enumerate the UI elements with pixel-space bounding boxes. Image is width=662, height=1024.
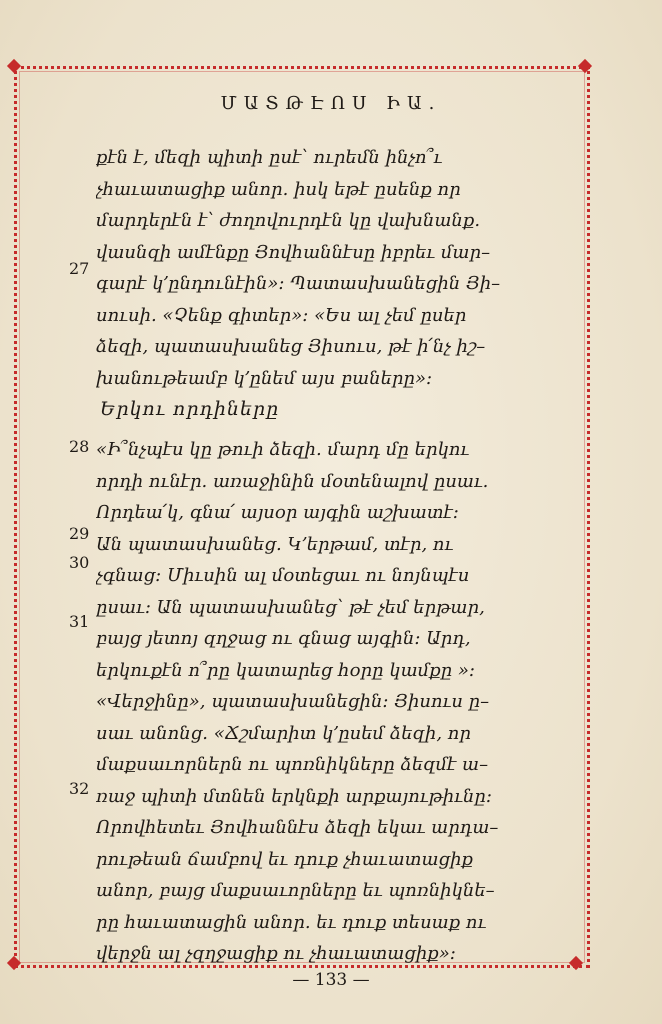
text-line: ռաջ պիտի մտնեն երկնքի արքայութիւնը։ (96, 785, 492, 807)
text-line: Ան պատասխանեց. Կ՚երթամ, տէր, ու (96, 533, 454, 555)
text-line: ձեզի, պատասխանեց Յիսուս, թէ ի՛նչ իշ– (96, 336, 486, 357)
text-line: «Վերջինը», պատասխանեցին։ Յիսուս ը– (96, 691, 490, 712)
text-line: Որովհետեւ Յովհաննէս ձեզի եկաւ արդա– (96, 817, 499, 838)
verse-number: 29 (69, 524, 90, 543)
text-line: երկուքէն ո՞րը կատարեց հօրը կամքը »։ (96, 659, 476, 681)
verse-number: 28 (69, 437, 90, 456)
text-line: չգնաց։ Միւսին ալ մօտեցաւ ու նոյնպէս (96, 565, 470, 586)
verse-number: 30 (69, 553, 90, 572)
text-line: խանութեամբ կ՚ընեմ այս բաները»։ (96, 367, 433, 389)
text-line: վասնզի ամէնքը Յովհաննէսը իբրեւ մար– (96, 241, 491, 263)
text-line: գարէ կ՚ընդունէին»։ Պատասխանեցին Յի– (96, 273, 501, 294)
page-number: — 133 — (292, 970, 370, 990)
text-line: մարդերէն է՝ ժողովուրդէն կը վախնանք. (96, 210, 481, 231)
text-line: անոր, բայց մաքսաւորները եւ պոռնիկնե– (96, 880, 495, 901)
text-line: վերջն ալ չզղջացիք ու չհաւատացիք»։ (96, 943, 456, 964)
paragraph-2 (96, 434, 534, 970)
text-line: «Ի՞նչպէս կը թուի ձեզի. մարդ մը երկու (96, 439, 470, 460)
text-line: սաւ անոնց. «Ճշմարիտ կ՚ըսեմ ձեզի, որ (96, 722, 472, 744)
running-header: ՄԱՏԹԷՈՍ ԻԱ. (220, 93, 442, 114)
text-line: րութեան ճամբով եւ դուք չհաւատացիք (96, 848, 473, 870)
text-line: ըսաւ։ Ան պատասխանեց՝ թէ չեմ երթար, (96, 596, 485, 618)
text-line: չհաւատացիք անոր. իսկ եթէ ըսենք որ (96, 178, 461, 200)
text-line: սուսի. «Չենք գիտեր»։ «Ես ալ չեմ ըսեր (96, 304, 467, 326)
text-line: Որդեա՛կ, գնա՛ այսօր այգին աշխատէ։ (96, 502, 459, 523)
verse-number: 32 (69, 779, 90, 798)
text-line: որդի ունէր. առաջինին մօտենալով ըսաւ. (96, 470, 489, 492)
text-line: քէն է, մեզի պիտի ըսէ՝ ուրեմն ինչո՞ւ (96, 147, 443, 168)
verse-number: 27 (69, 259, 90, 278)
paragraph-1 (96, 142, 534, 394)
text-line: րը հաւատացին անոր. եւ դուք տեսաք ու (96, 911, 487, 933)
text-line: մաքսաւորներն ու պոռնիկները ձեզմէ ա– (96, 754, 489, 775)
verse-number: 31 (69, 612, 90, 631)
text-line: բայց յետոյ զղջաց ու գնաց այգին։ Արդ, (96, 628, 471, 649)
section-heading: Երկու որդիները (100, 398, 280, 420)
